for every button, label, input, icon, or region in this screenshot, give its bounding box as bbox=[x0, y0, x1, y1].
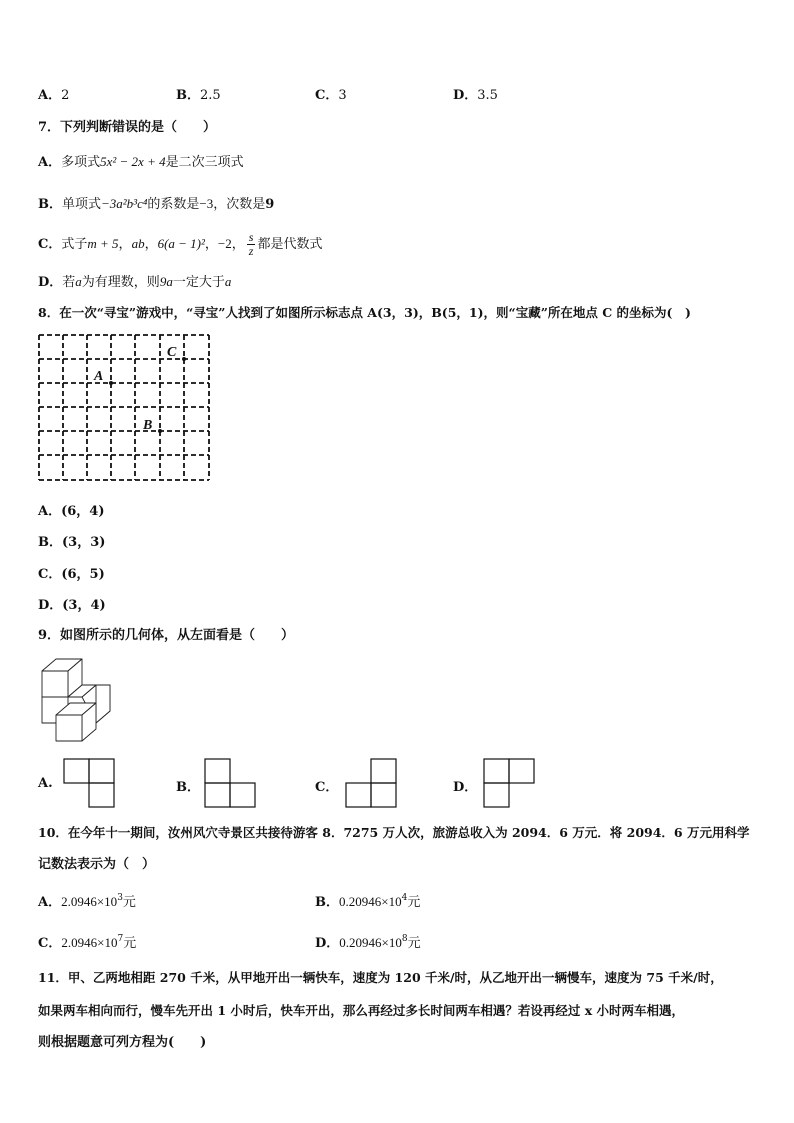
option-text: 都是代数式 bbox=[257, 237, 323, 252]
option-text: 是二次三项式 bbox=[165, 155, 244, 170]
q10-option-a bbox=[38, 891, 136, 910]
q9-option-b-view bbox=[204, 758, 256, 808]
unit: 元 bbox=[123, 936, 137, 951]
option-text: 的系数是 bbox=[147, 197, 200, 212]
exponent: 3 bbox=[117, 893, 123, 903]
math-expression: −3a²b³c⁴ bbox=[101, 196, 148, 211]
option-label: C． bbox=[38, 567, 62, 582]
option-label: C． bbox=[38, 237, 62, 252]
q6-option-a bbox=[38, 84, 69, 103]
label-c: C bbox=[167, 345, 177, 360]
option-value: (3，3) bbox=[62, 535, 106, 550]
math-expression: ab bbox=[131, 236, 145, 251]
q9-option-d-view bbox=[483, 758, 535, 808]
math-expression: m + 5 bbox=[87, 236, 119, 251]
math-expression: 9a bbox=[159, 274, 173, 289]
option-value: 3 bbox=[338, 88, 347, 103]
option-text: 多项式 bbox=[61, 155, 101, 170]
math-expression: −2 bbox=[217, 236, 232, 251]
separator: ， bbox=[118, 237, 132, 252]
q8-option-b bbox=[38, 531, 105, 550]
q8-option-d bbox=[38, 594, 106, 613]
separator: ， bbox=[231, 237, 245, 252]
unit: 元 bbox=[122, 895, 136, 910]
separator: ， bbox=[204, 237, 218, 252]
option-label: A． bbox=[38, 895, 62, 910]
q9-option-b-label: B． bbox=[176, 780, 200, 795]
option-text: 若 bbox=[62, 275, 76, 290]
fraction-denominator: z bbox=[248, 244, 254, 258]
q9-option-d-label: D． bbox=[453, 780, 478, 795]
q11-stem-line2: 如果两车相向而行，慢车先开出 1 小时后，快车开出，那么再经过多长时间两车相遇？若设再经过 x 小时两车相遇， bbox=[38, 1003, 685, 1018]
option-label: D． bbox=[38, 275, 63, 290]
q10-stem-line1: 10．在今年十一期间，汝州风穴寺景区共接待游客 8．7275 万人次，旅游总收入为 2094．6 万元．将 2094．6 万元用科学 bbox=[38, 825, 750, 840]
option-value: 2 bbox=[61, 88, 70, 103]
exponent: 4 bbox=[401, 893, 408, 903]
option-label: C． bbox=[315, 88, 339, 103]
option-label: D． bbox=[38, 598, 63, 613]
option-text: 式子 bbox=[61, 237, 88, 252]
q8-stem: 8．在一次“寻宝”游戏中，“寻宝”人找到了如图所示标志点 A(3，3)，B(5，1)，则“宝藏”所在地点 C 的坐标为( ) bbox=[38, 305, 691, 320]
q7-option-a bbox=[38, 151, 244, 170]
q11-stem-line3: 则根据题意可列方程为( ) bbox=[38, 1035, 207, 1050]
option-label: B． bbox=[176, 88, 200, 103]
label-b: B bbox=[143, 418, 153, 433]
q9-option-a-label: A. bbox=[38, 776, 53, 791]
q9-stem: 9．如图所示的几何体，从左面看是（ ） bbox=[38, 628, 295, 643]
mantissa: 0.20946×10 bbox=[339, 894, 402, 909]
option-text: 单项式 bbox=[62, 197, 102, 212]
q6-option-c bbox=[315, 84, 347, 103]
option-value: 3.5 bbox=[477, 88, 498, 103]
q9-option-a-view bbox=[63, 758, 115, 808]
exponent: 8 bbox=[401, 934, 408, 944]
q10-stem-line2: 记数法表示为（ ） bbox=[38, 857, 156, 872]
q10-option-b bbox=[315, 891, 420, 910]
math-expression: 6(a − 1)² bbox=[157, 236, 205, 251]
q7-option-d bbox=[38, 271, 231, 290]
q8-option-a bbox=[38, 500, 105, 519]
fraction-numerator: s bbox=[248, 230, 254, 244]
option-text: 为有理数，则 bbox=[81, 275, 160, 290]
option-value: (6，5) bbox=[61, 567, 105, 582]
math-coefficient: −3 bbox=[199, 196, 214, 211]
option-label: B． bbox=[315, 895, 339, 910]
exponent: 7 bbox=[117, 934, 124, 944]
mantissa: 2.0946×10 bbox=[61, 894, 118, 909]
math-variable: a bbox=[224, 274, 232, 289]
option-label: D． bbox=[315, 936, 340, 951]
q10-option-c bbox=[38, 932, 136, 951]
option-label: C． bbox=[38, 936, 62, 951]
option-label: A． bbox=[38, 88, 62, 103]
option-value: (3，4) bbox=[62, 598, 106, 613]
point-a bbox=[109, 381, 113, 385]
q7-option-c bbox=[38, 231, 322, 258]
q7-option-b bbox=[38, 193, 274, 212]
q10-option-d bbox=[315, 932, 421, 951]
option-text: 一定大于 bbox=[172, 275, 225, 290]
option-label: D． bbox=[453, 88, 478, 103]
q9-option-c-label: C． bbox=[315, 780, 339, 795]
option-label: A． bbox=[38, 504, 62, 519]
math-variable: a bbox=[75, 274, 82, 289]
degree-value: 9 bbox=[265, 197, 275, 212]
separator: ， bbox=[144, 237, 158, 252]
option-value: 2.5 bbox=[200, 88, 221, 103]
q9-option-c-view bbox=[345, 758, 397, 808]
option-text: ，次数是 bbox=[213, 197, 266, 212]
unit: 元 bbox=[407, 936, 421, 951]
mantissa: 2.0946×10 bbox=[61, 935, 118, 950]
unit: 元 bbox=[407, 895, 421, 910]
treasure-grid-figure bbox=[38, 334, 210, 482]
grid-lines bbox=[39, 335, 209, 480]
q6-option-d bbox=[453, 84, 498, 103]
label-a: A bbox=[94, 369, 104, 384]
option-label: B． bbox=[38, 197, 62, 212]
q11-stem-line1: 11．甲、乙两地相距 270 千米，从甲地开出一辆快车，速度为 120 千米/时，从乙地开出一辆慢车，速度为 75 千米/时， bbox=[38, 970, 723, 985]
q8-option-c bbox=[38, 563, 105, 582]
point-b bbox=[158, 429, 162, 433]
math-expression: 5x² − 2x + 4 bbox=[100, 154, 166, 169]
fraction bbox=[247, 231, 256, 258]
q7-stem: 7．下列判断错误的是（ ） bbox=[38, 120, 217, 135]
mantissa: 0.20946×10 bbox=[339, 935, 402, 950]
option-value: (6，4) bbox=[61, 504, 105, 519]
option-label: A． bbox=[38, 155, 62, 170]
q6-option-b bbox=[176, 84, 221, 103]
option-label: B． bbox=[38, 535, 62, 550]
point-c bbox=[182, 357, 186, 361]
cube-solid-figure bbox=[38, 655, 113, 745]
